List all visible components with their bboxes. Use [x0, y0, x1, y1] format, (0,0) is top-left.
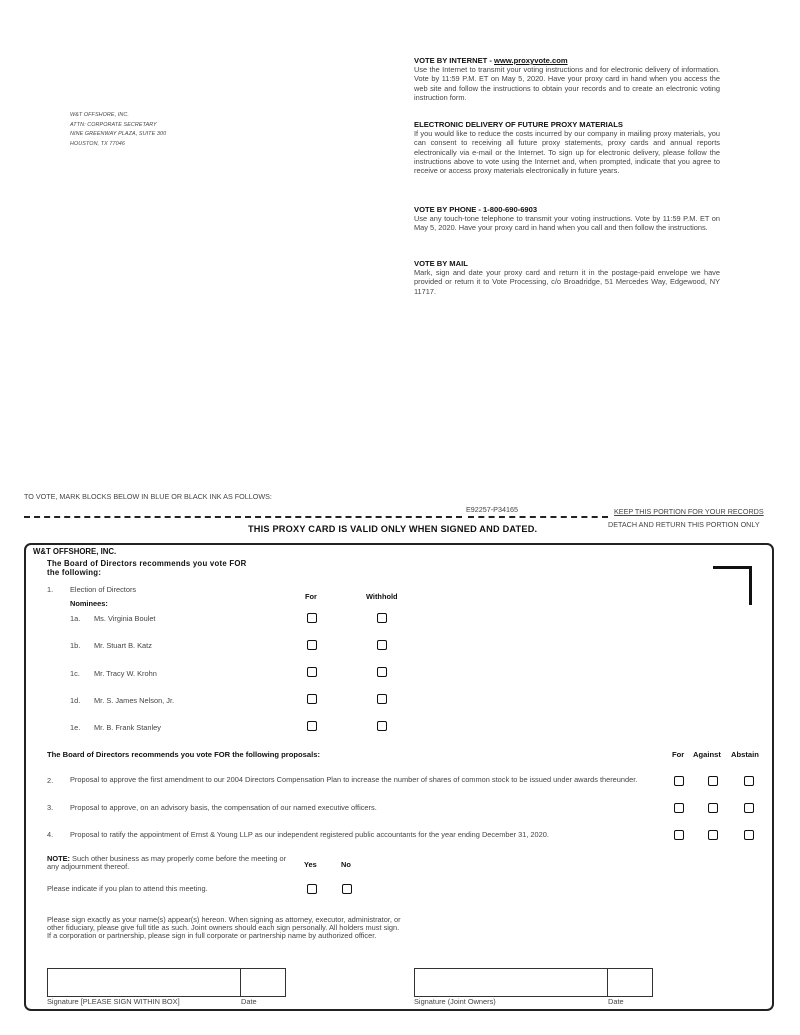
vote-phone-section	[414, 205, 720, 233]
attend-text: Please indicate if you plan to attend this meeting.	[47, 884, 208, 893]
nominees-label: Nominees:	[70, 599, 108, 608]
vote-phone-body: Use any touch-tone telephone to transmit your voting instructions. Vote by 11:59 P.M. ET on May 5, 2020. Have your proxy card in hand when you call and then follow the instructions.	[414, 214, 720, 233]
nominee-name: Mr. B. Frank Stanley	[94, 723, 161, 732]
for-checkbox[interactable]	[307, 694, 317, 704]
vote-phone-heading: VOTE BY PHONE - 1-800-690-6903	[414, 205, 538, 214]
proposal-against-checkbox[interactable]	[708, 803, 718, 813]
proposal-for-checkbox[interactable]	[674, 776, 684, 786]
signature-box[interactable]	[47, 968, 241, 997]
electronic-delivery-section	[414, 120, 720, 175]
proposal-text: Proposal to ratify the appointment of Ernst & Young LLP as our independent registered public accountants for the year ending December 31, 2020.	[70, 830, 549, 839]
nominee-name: Mr. Tracy W. Krohn	[94, 669, 157, 678]
nominee-num: 1c.	[70, 669, 80, 678]
joint-date-label: Date	[608, 997, 624, 1006]
proposal-abstain-checkbox[interactable]	[744, 803, 754, 813]
withhold-checkbox[interactable]	[377, 613, 387, 623]
item1-label: Election of Directors	[70, 585, 137, 594]
signature-label: Signature [PLEASE SIGN WITHIN BOX]	[47, 997, 180, 1006]
nominee-num: 1a.	[70, 614, 81, 623]
for-checkbox[interactable]	[307, 721, 317, 731]
withhold-checkbox[interactable]	[377, 694, 387, 704]
col-for-header: For	[305, 592, 317, 601]
for-checkbox[interactable]	[307, 667, 317, 677]
address-attn: ATTN: CORPORATE SECRETARY	[70, 121, 157, 128]
address-street: NINE GREENWAY PLAZA, SUITE 300	[70, 131, 167, 138]
detach-line-left	[24, 516, 462, 518]
keep-portion-label: KEEP THIS PORTION FOR YOUR RECORDS	[614, 507, 764, 516]
col-withhold-header: Withhold	[366, 592, 398, 601]
proposal-against-checkbox[interactable]	[708, 776, 718, 786]
return-address	[70, 111, 166, 149]
date-label: Date	[241, 997, 257, 1006]
mark-instruction: TO VOTE, MARK BLOCKS BELOW IN BLUE OR BLACK INK AS FOLLOWS:	[24, 492, 272, 501]
prop-col-abstain: Abstain	[731, 750, 759, 759]
detach-portion-label: DETACH AND RETURN THIS PORTION ONLY	[608, 520, 760, 529]
proposals-heading: The Board of Directors recommends you vote FOR the following proposals:	[47, 750, 320, 759]
withhold-checkbox[interactable]	[377, 721, 387, 731]
for-checkbox[interactable]	[307, 640, 317, 650]
vote-mail-heading: VOTE BY MAIL	[414, 259, 468, 268]
detach-line-mid	[468, 516, 608, 518]
proposal-text: Proposal to approve, on an advisory basis, the compensation of our named executive officers.	[70, 803, 377, 812]
address-city: HOUSTON, TX 77046	[70, 140, 125, 147]
yes-header: Yes	[304, 860, 317, 869]
address-company: W&T OFFSHORE, INC.	[70, 112, 129, 118]
vote-internet-body: Use the Internet to transmit your voting instructions and for electronic delivery of information. Vote by 11:59 P.M. ET on May 5, 2020. Have your proxy card in hand when you access the web site and follow the instructions to obtain your records and to create an electronic voting instruction form.	[414, 65, 720, 102]
joint-signature-label: Signature (Joint Owners)	[414, 997, 496, 1006]
prop-col-for: For	[672, 750, 685, 759]
item1-number: 1.	[47, 585, 54, 594]
proposal-num: 3.	[47, 803, 54, 812]
vote-internet-heading: VOTE BY INTERNET - www.proxyvote.com	[414, 56, 568, 65]
attend-yes-checkbox[interactable]	[307, 884, 317, 894]
attend-no-checkbox[interactable]	[342, 884, 352, 894]
joint-signature-box[interactable]	[414, 968, 608, 997]
proposal-against-checkbox[interactable]	[708, 830, 718, 840]
proposal-text: Proposal to approve the first amendment to our 2004 Directors Compensation Plan to increase the number of shares of common stock to be issued under awards thereunder.	[70, 775, 638, 784]
electronic-delivery-heading: ELECTRONIC DELIVERY OF FUTURE PROXY MATERIALS	[414, 120, 623, 129]
proposal-num: 4.	[47, 830, 54, 839]
vote-mail-body: Mark, sign and date your proxy card and return it in the postage-paid envelope we have provided or return it to Vote Processing, c/o Broadridge, 51 Mercedes Way, Edgewood, NY 11717.	[414, 268, 720, 296]
withhold-checkbox[interactable]	[377, 667, 387, 677]
proposal-for-checkbox[interactable]	[674, 830, 684, 840]
vote-internet-section	[414, 56, 720, 102]
proposal-for-checkbox[interactable]	[674, 803, 684, 813]
nominee-num: 1b.	[70, 641, 81, 650]
note-text: NOTE: Such other business as may properly come before the meeting or any adjournment thereof.	[47, 854, 287, 872]
joint-date-box[interactable]	[606, 968, 653, 997]
proposal-abstain-checkbox[interactable]	[744, 776, 754, 786]
card-company: W&T OFFSHORE, INC.	[33, 547, 117, 556]
proxyvote-link[interactable]: www.proxyvote.com	[494, 56, 568, 65]
vote-mail-section	[414, 259, 720, 296]
form-code: E92257-P34165	[466, 505, 518, 514]
corner-mark	[713, 566, 752, 605]
withhold-checkbox[interactable]	[377, 640, 387, 650]
for-checkbox[interactable]	[307, 613, 317, 623]
recommend-directors: The Board of Directors recommends you vote FOR the following:	[47, 559, 247, 577]
nominee-name: Mr. Stuart B. Katz	[94, 641, 152, 650]
proposal-num: 2.	[47, 776, 54, 785]
date-box[interactable]	[239, 968, 286, 997]
sign-instructions: Please sign exactly as your name(s) appear(s) hereon. When signing as attorney, executor, administrator, or other fiduciary, please give full title as such. Joint owners should each sign personally. All holders must sign. If a corporation or partnership, please sign in full corporate or partnership name by authorized officer.	[47, 915, 401, 941]
nominee-num: 1e.	[70, 723, 81, 732]
nominee-name: Ms. Virginia Boulet	[94, 614, 156, 623]
nominee-num: 1d.	[70, 696, 81, 705]
no-header: No	[341, 860, 351, 869]
valid-notice: THIS PROXY CARD IS VALID ONLY WHEN SIGNED AND DATED.	[248, 524, 538, 534]
prop-col-against: Against	[693, 750, 721, 759]
nominee-name: Mr. S. James Nelson, Jr.	[94, 696, 175, 705]
proposal-abstain-checkbox[interactable]	[744, 830, 754, 840]
electronic-delivery-body: If you would like to reduce the costs incurred by our company in mailing proxy materials, you can consent to receiving all future proxy statements, proxy cards and annual reports electronically via e-mail or the Internet. To sign up for electronic delivery, please follow the instructions above to vote using the Internet and, when prompted, indicate that you agree to receive or access proxy materials electronically in future years.	[414, 129, 720, 176]
